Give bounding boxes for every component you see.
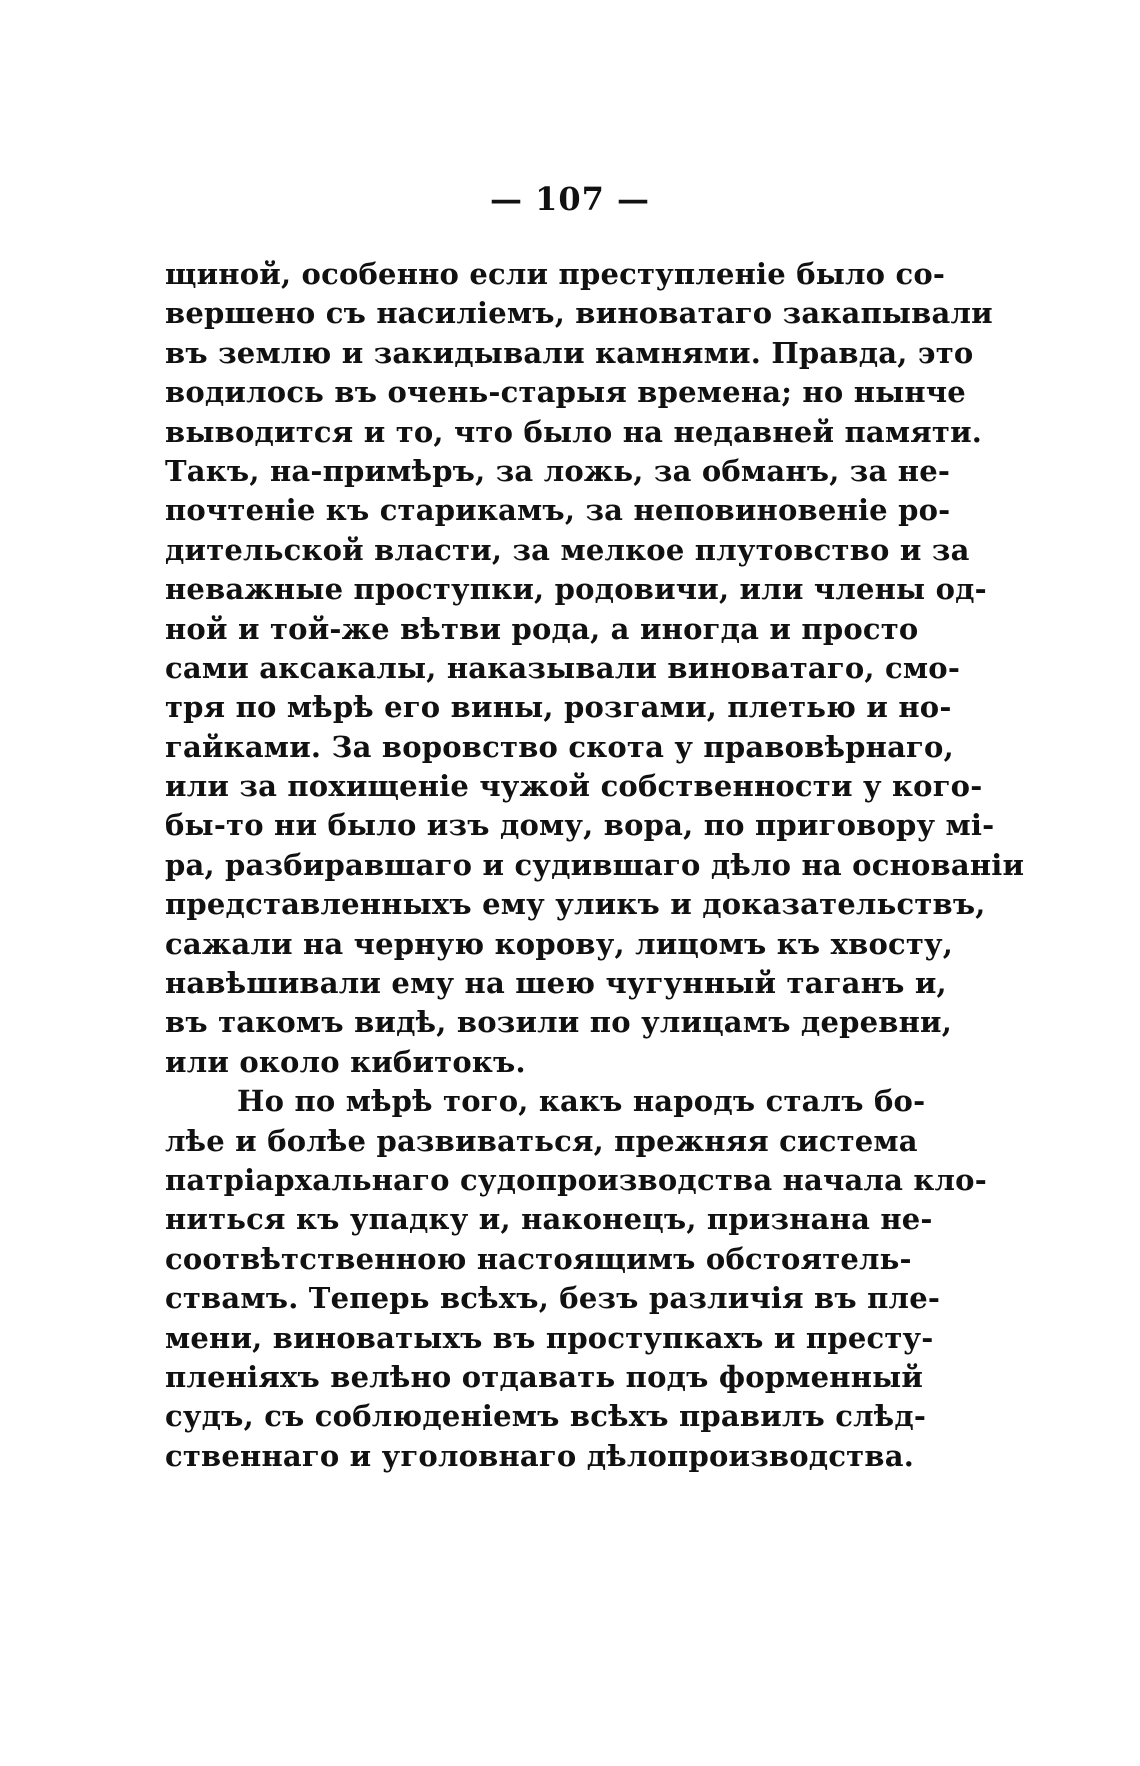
paragraph-1 [165, 255, 1025, 1082]
text-line: ра, разбиравшаго и судившаго дѣло на основаніи [165, 847, 1025, 882]
text-line: въ такомъ видѣ, возили по улицамъ деревни, [165, 1005, 953, 1040]
text-line: или за похищеніе чужой собственности у кого- [165, 769, 983, 804]
text-line: судъ, съ соблюденіемъ всѣхъ правилъ слѣд- [165, 1399, 927, 1434]
paragraph-2 [165, 1082, 987, 1476]
text-line: Такъ, на-примѣръ, за ложь, за обманъ, за не- [165, 453, 951, 488]
text-line: представленныхъ ему уликъ и доказательствъ, [165, 887, 986, 922]
text-line: соотвѣтственною настоящимъ обстоятель- [165, 1241, 912, 1276]
text-line: выводится и то, что было на недавней памяти. [165, 414, 983, 449]
text-line: Но по мѣрѣ того, какъ народъ сталъ бо- [237, 1084, 926, 1119]
text-line: неважные проступки, родовичи, или члены од- [165, 572, 987, 607]
text-line: навѣшивали ему на шею чугунный таганъ и, [165, 966, 947, 1001]
text-line: въ землю и закидывали камнями. Правда, это [165, 335, 974, 370]
text-line: мени, виноватыхъ въ проступкахъ и престу- [165, 1320, 934, 1355]
text-line: гайками. За воровство скота у правовѣрнаго, [165, 729, 954, 764]
text-line: щиной, особенно если преступленіе было со- [165, 257, 946, 291]
text-line: или около кибитокъ. [165, 1044, 526, 1079]
text-line: водилось въ очень-старыя времена; но нынче [165, 375, 966, 410]
page-number: — 107 — [489, 180, 651, 218]
body-text [165, 255, 1025, 1476]
text-line: лѣе и болѣе развиваться, прежняя система [165, 1123, 918, 1158]
text-line: сами аксакалы, наказывали виноватаго, смо- [165, 650, 961, 685]
text-line: ствамъ. Теперь всѣхъ, безъ различія въ пле- [165, 1281, 941, 1316]
text-line: бы-то ни было изъ дому, вора, по приговору мі- [165, 808, 995, 843]
text-line: вершено съ насиліемъ, виноватаго закапывали [165, 296, 993, 331]
text-line: ственнаго и уголовнаго дѣлопроизводства. [165, 1438, 914, 1473]
text-line: дительской власти, за мелкое плутовство и за [165, 532, 970, 567]
text-line: ной и той-же вѣтви рода, а иногда и просто [165, 611, 919, 646]
text-line: патріархальнаго судопроизводства начала кло- [165, 1162, 987, 1197]
text-line: пленіяхъ велѣно отдавать подъ форменный [165, 1359, 924, 1394]
text-line: сажали на черную корову, лицомъ къ хвосту, [165, 926, 954, 961]
text-line: почтеніе къ старикамъ, за неповиновеніе ро- [165, 493, 951, 528]
text-line: тря по мѣрѣ его вины, розгами, плетью и но- [165, 690, 952, 725]
text-line: ниться къ упадку и, наконецъ, признана не- [165, 1202, 933, 1237]
